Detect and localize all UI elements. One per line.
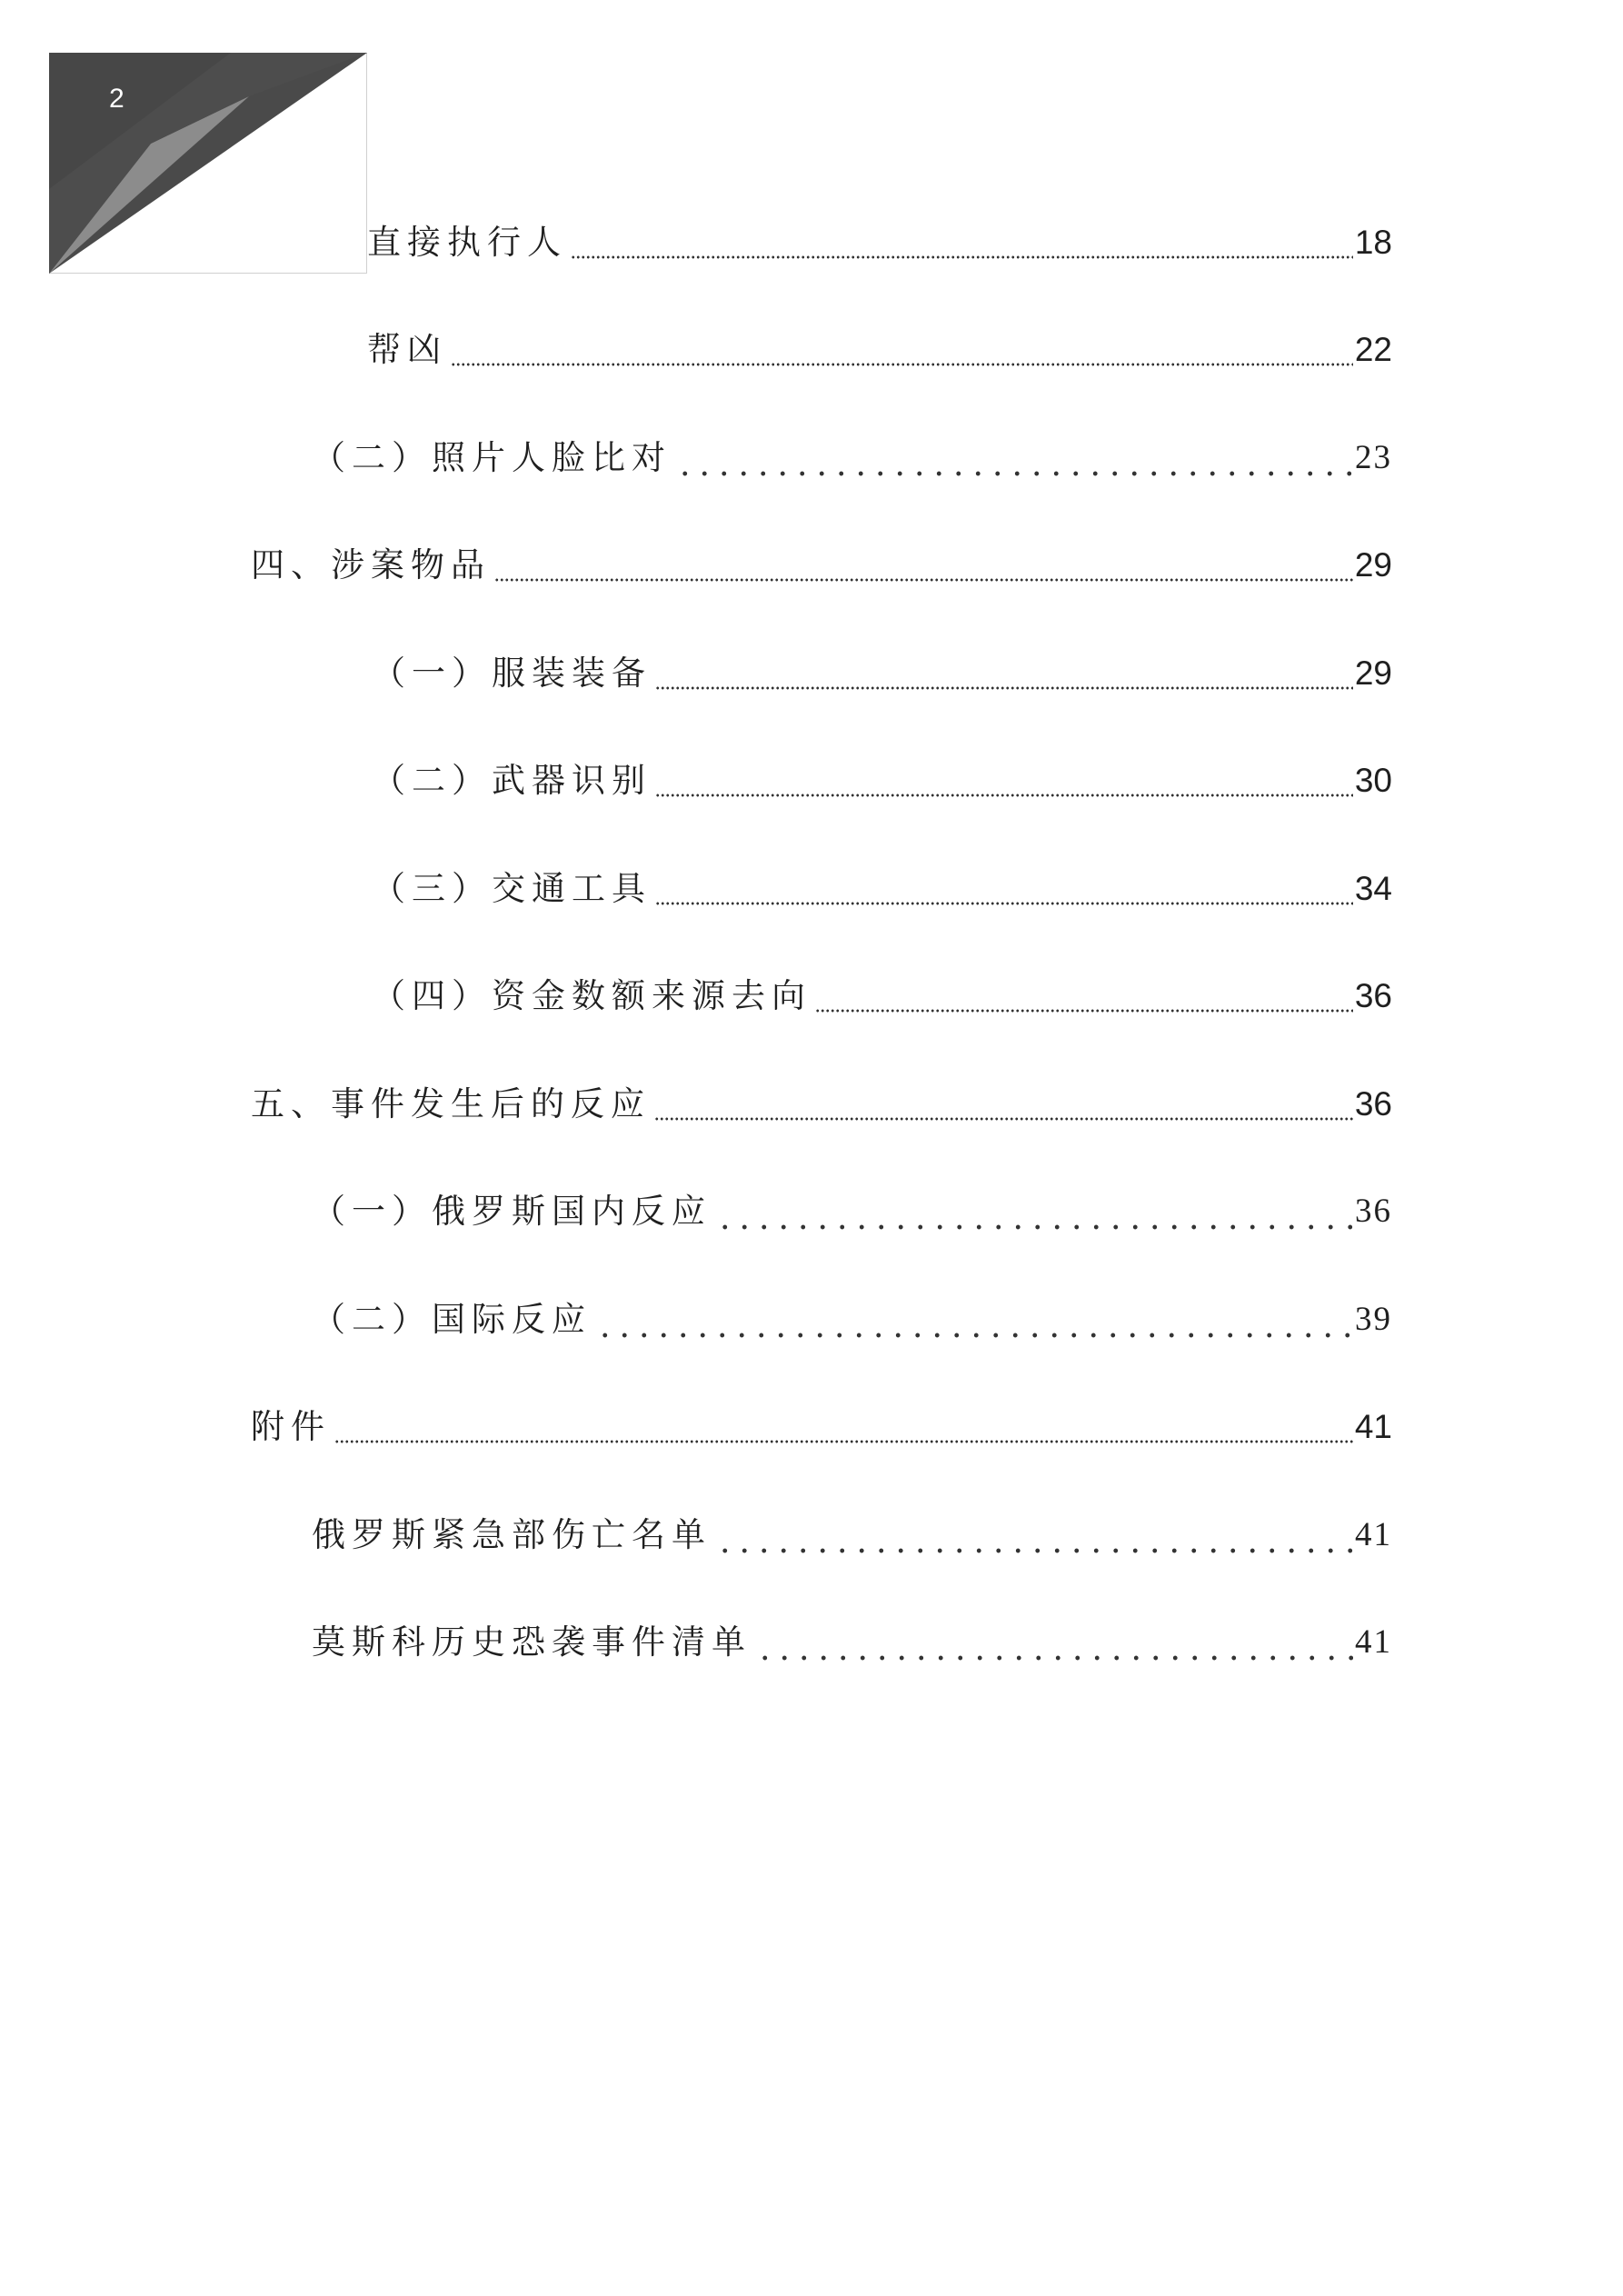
toc-entry-page: 22 <box>1354 331 1392 368</box>
toc-entry-page: 41 <box>1355 1516 1392 1553</box>
dot-leader <box>334 1406 1353 1450</box>
toc-entry-label: 帮凶 <box>367 330 447 369</box>
dot-leader <box>815 975 1353 1019</box>
toc-entry-page: 36 <box>1354 1085 1392 1123</box>
toc-entry-label: 五、事件发生后的反应 <box>251 1084 651 1123</box>
dot-leader <box>675 437 1353 481</box>
toc-entry[interactable] <box>312 426 1392 481</box>
toc-entry-label: 直接执行人 <box>367 223 567 262</box>
toc-entry-label: 俄罗斯紧急部伤亡名单 <box>312 1515 712 1554</box>
toc-entry[interactable] <box>251 1073 1392 1127</box>
dot-leader <box>494 544 1353 588</box>
toc-entry-label: （四）资金数额来源去向 <box>372 976 812 1015</box>
toc-entry-label: （三）交通工具 <box>372 869 652 908</box>
toc-entry-page: 29 <box>1354 546 1392 584</box>
dot-leader <box>451 329 1353 373</box>
toc-entry[interactable] <box>312 1503 1392 1558</box>
toc-entry[interactable] <box>251 1395 1392 1450</box>
toc-entry-label: （一）服装装备 <box>372 654 652 693</box>
toc-entry-page: 29 <box>1354 654 1392 692</box>
toc-entry[interactable] <box>367 318 1392 373</box>
toc-entry[interactable] <box>372 749 1392 804</box>
toc-entry-label: （一）俄罗斯国内反应 <box>312 1192 712 1231</box>
dot-leader <box>571 222 1353 265</box>
toc-entry-label: （二）武器识别 <box>372 761 652 800</box>
toc-entry-page: 36 <box>1355 1193 1392 1230</box>
toc-entry-page: 36 <box>1354 977 1392 1014</box>
toc-entry-page: 39 <box>1355 1301 1392 1338</box>
toc-entry[interactable] <box>372 964 1392 1019</box>
toc-entry-label: 四、涉案物品 <box>251 545 491 584</box>
toc-entry[interactable] <box>367 211 1392 265</box>
toc-entry[interactable] <box>312 1288 1392 1343</box>
dot-leader <box>655 868 1353 912</box>
dot-leader <box>655 653 1353 696</box>
dot-leader <box>715 1514 1353 1558</box>
dot-leader <box>755 1622 1353 1665</box>
toc-entry-label: （二）照片人脸比对 <box>312 438 672 477</box>
toc-entry-page: 41 <box>1354 1408 1392 1445</box>
dot-leader <box>654 1083 1353 1127</box>
page-number: 2 <box>109 84 124 114</box>
toc-entry-page: 18 <box>1354 224 1392 261</box>
toc-entry-page: 23 <box>1355 439 1392 476</box>
dot-leader <box>715 1191 1353 1234</box>
toc-entry[interactable] <box>251 534 1392 588</box>
dot-leader <box>655 760 1353 804</box>
toc-entry[interactable] <box>312 1611 1392 1665</box>
toc-entry-page: 30 <box>1354 762 1392 799</box>
toc-entry[interactable] <box>372 857 1392 912</box>
dot-leader <box>595 1299 1353 1343</box>
toc-entry-page: 41 <box>1355 1623 1392 1661</box>
toc-entry-label: （二）国际反应 <box>312 1300 592 1339</box>
toc-entry[interactable] <box>312 1180 1392 1234</box>
toc-entry-page: 34 <box>1354 870 1392 907</box>
toc-entry-label: 附件 <box>251 1407 331 1446</box>
toc-entry[interactable] <box>372 642 1392 696</box>
toc-entry-label: 莫斯科历史恐袭事件清单 <box>312 1622 752 1662</box>
